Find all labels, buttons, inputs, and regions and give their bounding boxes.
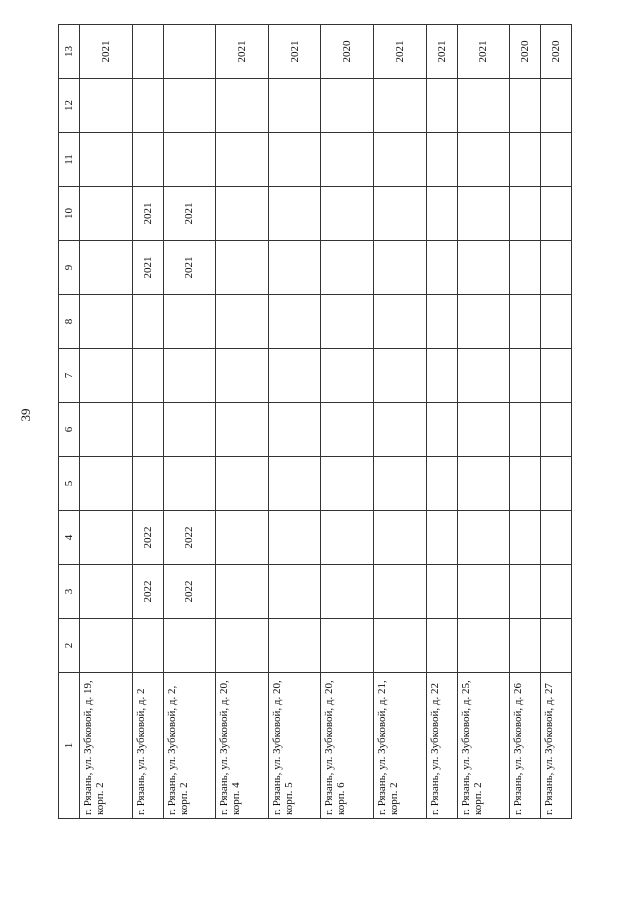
year-cell [457, 133, 510, 187]
year-cell: 2021 [132, 187, 163, 241]
rotated-table-container [58, 27, 572, 819]
year-cell: 2020 [541, 25, 572, 79]
year-cell [374, 457, 427, 511]
year-cell [268, 79, 321, 133]
table-row [510, 25, 541, 819]
column-header-10: 10 [59, 187, 80, 241]
year-cell [132, 25, 163, 79]
year-cell [216, 565, 269, 619]
year-cell [132, 403, 163, 457]
year-cell [163, 457, 216, 511]
year-cell [457, 241, 510, 295]
column-header-6: 6 [59, 403, 80, 457]
year-cell [80, 565, 133, 619]
schedule-table-wrapper [58, 27, 572, 819]
year-cell: 2020 [510, 25, 541, 79]
year-cell [216, 187, 269, 241]
year-cell [541, 187, 572, 241]
year-cell [457, 619, 510, 673]
year-cell [510, 565, 541, 619]
year-cell [132, 295, 163, 349]
year-cell: 2021 [163, 187, 216, 241]
year-cell [426, 241, 457, 295]
year-cell: 2021 [457, 25, 510, 79]
year-cell [426, 403, 457, 457]
year-cell: 2021 [216, 25, 269, 79]
year-cell [80, 133, 133, 187]
table-row [216, 25, 269, 819]
year-cell [321, 187, 374, 241]
address-cell: г. Рязань, ул. Зубковой, д. 20, корп. 5 [268, 673, 321, 819]
table-row [374, 25, 427, 819]
column-header-2: 2 [59, 619, 80, 673]
address-cell: г. Рязань, ул. Зубковой, д. 2 [132, 673, 163, 819]
year-cell [541, 241, 572, 295]
year-cell [541, 403, 572, 457]
year-cell [426, 349, 457, 403]
year-cell [321, 457, 374, 511]
year-cell [426, 565, 457, 619]
year-cell [374, 79, 427, 133]
year-cell [132, 349, 163, 403]
year-cell [80, 511, 133, 565]
year-cell [132, 79, 163, 133]
year-cell [80, 295, 133, 349]
year-cell [541, 457, 572, 511]
column-header-12: 12 [59, 79, 80, 133]
year-cell [268, 295, 321, 349]
year-cell [510, 457, 541, 511]
year-cell: 2021 [268, 25, 321, 79]
address-cell: г. Рязань, ул. Зубковой, д. 21, корп. 2 [374, 673, 427, 819]
year-cell [510, 349, 541, 403]
year-cell [510, 619, 541, 673]
year-cell [426, 133, 457, 187]
year-cell [321, 241, 374, 295]
address-cell: г. Рязань, ул. Зубковой, д. 22 [426, 673, 457, 819]
year-cell [216, 511, 269, 565]
year-cell [163, 133, 216, 187]
year-cell [457, 511, 510, 565]
year-cell [216, 403, 269, 457]
year-cell [426, 511, 457, 565]
year-cell [132, 457, 163, 511]
year-cell [80, 349, 133, 403]
year-cell [374, 619, 427, 673]
year-cell [80, 403, 133, 457]
year-cell [216, 241, 269, 295]
year-cell [457, 457, 510, 511]
year-cell [541, 133, 572, 187]
address-cell: г. Рязань, ул. Зубковой, д. 20, корп. 4 [216, 673, 269, 819]
year-cell [132, 133, 163, 187]
address-cell: г. Рязань, ул. Зубковой, д. 20, корп. 6 [321, 673, 374, 819]
column-header-3: 3 [59, 565, 80, 619]
year-cell [426, 619, 457, 673]
year-cell: 2021 [132, 241, 163, 295]
year-cell [268, 187, 321, 241]
column-header-8: 8 [59, 295, 80, 349]
year-cell [374, 133, 427, 187]
address-cell: г. Рязань, ул. Зубковой, д. 19, корп. 2 [80, 673, 133, 819]
year-cell: 2021 [80, 25, 133, 79]
table-row [80, 25, 133, 819]
year-cell [163, 403, 216, 457]
table-row [541, 25, 572, 819]
table-row [163, 25, 216, 819]
year-cell [321, 619, 374, 673]
year-cell [80, 457, 133, 511]
year-cell [268, 457, 321, 511]
year-cell: 2020 [321, 25, 374, 79]
year-cell [541, 619, 572, 673]
address-cell: г. Рязань, ул. Зубковой, д. 26 [510, 673, 541, 819]
column-header-1: 1 [59, 673, 80, 819]
column-header-7: 7 [59, 349, 80, 403]
year-cell [510, 403, 541, 457]
year-cell: 2022 [163, 511, 216, 565]
table-row [457, 25, 510, 819]
year-cell [321, 295, 374, 349]
year-cell [216, 133, 269, 187]
year-cell [541, 511, 572, 565]
column-header-4: 4 [59, 511, 80, 565]
year-cell [457, 565, 510, 619]
table-row [426, 25, 457, 819]
year-cell [510, 187, 541, 241]
header-row [59, 25, 80, 819]
year-cell [457, 79, 510, 133]
year-cell [510, 79, 541, 133]
column-header-11: 11 [59, 133, 80, 187]
table-row [268, 25, 321, 819]
year-cell [216, 349, 269, 403]
year-cell [374, 565, 427, 619]
year-cell [374, 187, 427, 241]
year-cell [426, 295, 457, 349]
year-cell [321, 133, 374, 187]
year-cell [510, 511, 541, 565]
year-cell [163, 349, 216, 403]
year-cell [163, 295, 216, 349]
year-cell [541, 295, 572, 349]
year-cell [321, 511, 374, 565]
year-cell [541, 79, 572, 133]
year-cell [321, 349, 374, 403]
address-cell: г. Рязань, ул. Зубковой, д. 27 [541, 673, 572, 819]
year-cell [80, 187, 133, 241]
column-header-13: 13 [59, 25, 80, 79]
year-cell [457, 187, 510, 241]
year-cell [374, 349, 427, 403]
page-number: 39 [18, 408, 33, 422]
year-cell [426, 187, 457, 241]
year-cell [510, 133, 541, 187]
column-header-5: 5 [59, 457, 80, 511]
address-cell: г. Рязань, ул. Зубковой, д. 2, корп. 2 [163, 673, 216, 819]
table-row [132, 25, 163, 819]
year-cell [321, 403, 374, 457]
year-cell [541, 349, 572, 403]
year-cell: 2021 [426, 25, 457, 79]
year-cell: 2022 [132, 511, 163, 565]
year-cell [321, 79, 374, 133]
year-cell [457, 403, 510, 457]
year-cell [457, 295, 510, 349]
year-cell [268, 241, 321, 295]
year-cell [163, 619, 216, 673]
year-cell [163, 25, 216, 79]
year-cell [321, 565, 374, 619]
year-cell [268, 349, 321, 403]
year-cell [163, 79, 216, 133]
year-cell [268, 133, 321, 187]
year-cell [374, 295, 427, 349]
year-cell [80, 619, 133, 673]
column-header-9: 9 [59, 241, 80, 295]
year-cell [541, 565, 572, 619]
year-cell [216, 457, 269, 511]
year-cell [457, 349, 510, 403]
year-cell: 2022 [132, 565, 163, 619]
table-row [321, 25, 374, 819]
year-cell: 2021 [163, 241, 216, 295]
year-cell [268, 619, 321, 673]
year-cell [132, 619, 163, 673]
address-cell: г. Рязань, ул. Зубковой, д. 25, корп. 2 [457, 673, 510, 819]
year-cell [216, 295, 269, 349]
year-cell [268, 403, 321, 457]
year-cell [374, 241, 427, 295]
year-cell [510, 241, 541, 295]
year-cell [426, 79, 457, 133]
year-cell [374, 403, 427, 457]
year-cell [426, 457, 457, 511]
year-cell [80, 241, 133, 295]
year-cell [216, 619, 269, 673]
year-cell: 2021 [374, 25, 427, 79]
year-cell [510, 295, 541, 349]
year-cell [216, 79, 269, 133]
table-body [80, 25, 572, 819]
year-cell [268, 511, 321, 565]
year-cell [80, 79, 133, 133]
schedule-table [58, 24, 572, 819]
year-cell [374, 511, 427, 565]
year-cell: 2022 [163, 565, 216, 619]
year-cell [268, 565, 321, 619]
